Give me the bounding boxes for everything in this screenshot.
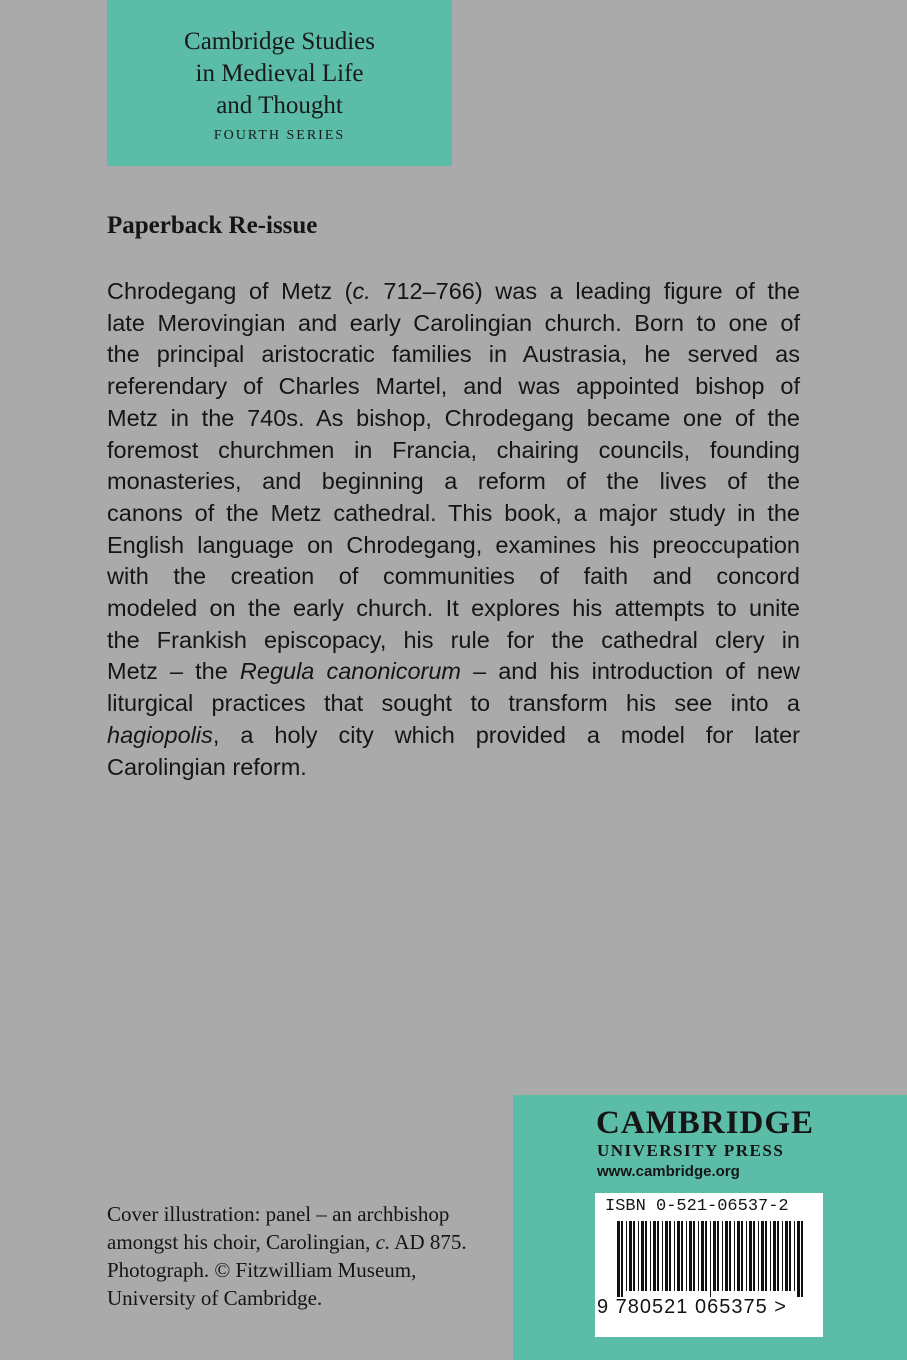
barcode-number: 9 780521 065375 > [597, 1296, 787, 1318]
barcode-bar [713, 1221, 716, 1291]
blurb-line: foremost churchmen in Francia, chairing councils, founding [107, 436, 800, 463]
barcode-bar [653, 1221, 656, 1291]
isbn-label: ISBN 0-521-06537-2 [605, 1197, 789, 1216]
barcode-bar [621, 1221, 623, 1297]
blurb-text-segment: Metz – the [107, 658, 240, 685]
blurb-line: Metz in the 740s. As bishop, Chrodegang became one of the [107, 404, 800, 431]
barcode-bar [801, 1221, 803, 1297]
barcode-bar [710, 1221, 711, 1297]
barcode-bar [650, 1221, 651, 1291]
blurb-text-segment: Chrodegang of Metz ( [107, 278, 353, 304]
barcode-bar [729, 1221, 731, 1291]
barcode-bar [641, 1221, 644, 1291]
barcode-bar [749, 1221, 752, 1291]
series-box [107, 0, 452, 166]
publisher-box [513, 1095, 907, 1360]
barcode-bar [701, 1221, 704, 1291]
barcode-bar [657, 1221, 659, 1291]
credit-italic: c. [375, 1230, 391, 1254]
blurb-line: the Frankish episcopacy, his rule for the cathedral clery in [107, 626, 800, 653]
barcode-graphic [603, 1221, 815, 1297]
barcode-bar [689, 1221, 692, 1291]
blurb-line [107, 720, 800, 752]
series-title [107, 26, 452, 122]
barcode-bar [629, 1221, 632, 1291]
blurb-text-segment: – and his introduction of new [461, 658, 800, 685]
blurb-line: canons of the Metz cathedral. This book, a major study in the [107, 499, 800, 526]
blurb-line: Carolingian reform. [107, 753, 307, 780]
barcode-bar [645, 1221, 647, 1291]
barcode-bar [633, 1221, 635, 1291]
credit-line2 [107, 1228, 517, 1256]
barcode-bar [794, 1221, 795, 1291]
publisher-url[interactable]: www.cambridge.org [597, 1163, 740, 1180]
cover-credit [107, 1200, 517, 1312]
barcode-bar [770, 1221, 771, 1291]
barcode-bar [686, 1221, 687, 1291]
barcode-bar [717, 1221, 719, 1291]
barcode-bar [681, 1221, 683, 1291]
series-title-line3: and Thought [216, 92, 343, 119]
barcode-bar [705, 1221, 707, 1291]
blurb-text-segment: 712–766) was a leading figure of the [370, 278, 800, 304]
section-heading: Paperback Re-issue [107, 212, 318, 239]
blurb-line [107, 656, 800, 688]
blurb-line: late Merovingian and early Carolingian church. Born to one of [107, 309, 800, 336]
blurb-line: modeled on the early church. It explores his attempts to unite [107, 595, 800, 622]
barcode-bar [741, 1221, 743, 1291]
barcode-bar [797, 1221, 800, 1297]
barcode-bar [698, 1221, 699, 1291]
barcode-bar [746, 1221, 747, 1291]
barcode-bar [753, 1221, 755, 1291]
barcode-bar [669, 1221, 671, 1291]
blurb-italic-segment: Regula canonicorum [239, 658, 461, 685]
barcode-bar [785, 1221, 788, 1291]
credit-line4: University of Cambridge. [107, 1286, 323, 1310]
credit-text: AD 875. [390, 1230, 467, 1254]
barcode-bar [734, 1221, 735, 1291]
blurb-text [107, 276, 800, 783]
series-title-line2: in Medieval Life [195, 60, 364, 87]
barcode-bar [677, 1221, 680, 1291]
barcode-panel [595, 1193, 823, 1337]
blurb-italic-segment: hagiopolis [107, 721, 213, 748]
barcode-bar [665, 1221, 668, 1291]
credit-line1: Cover illustration: panel – an archbishop [107, 1202, 450, 1226]
series-subtitle: FOURTH SERIES [213, 128, 346, 143]
blurb-line: English language on Chrodegang, examines his preoccupation [107, 531, 800, 558]
publisher-name: CAMBRIDGE [596, 1105, 815, 1141]
blurb-line [107, 276, 800, 308]
series-title-line1: Cambridge Studies [184, 28, 375, 55]
barcode-bar [638, 1221, 639, 1291]
barcode-bar [758, 1221, 759, 1291]
barcode-bar [674, 1221, 675, 1291]
blurb-line: the principal aristocratic families in Austrasia, he served as [107, 341, 800, 368]
barcode-bar [789, 1221, 791, 1291]
blurb-line: with the creation of communities of faith and concord [107, 563, 800, 590]
blurb-line: referendary of Charles Martel, and was appointed bishop of [107, 373, 800, 400]
barcode-bar [626, 1221, 627, 1291]
publisher-subname: UNIVERSITY PRESS [597, 1141, 785, 1160]
barcode-bar [761, 1221, 764, 1291]
barcode-bar [765, 1221, 767, 1291]
barcode-bar [777, 1221, 779, 1291]
barcode-bar [773, 1221, 776, 1291]
blurb-italic-segment: c. [352, 278, 371, 304]
barcode-bar [725, 1221, 728, 1291]
blurb-line: liturgical practices that sought to transform his see into a [107, 690, 800, 717]
blurb-text-segment: , a holy city which provided a model for later [212, 721, 800, 748]
credit-line3: Photograph. © Fitzwilliam Museum, [107, 1258, 417, 1282]
blurb-line: monasteries, and beginning a reform of the lives of the [107, 468, 800, 495]
credit-text: amongst his choir, Carolingian, [107, 1230, 376, 1254]
barcode-bar [782, 1221, 783, 1291]
barcode-bar [693, 1221, 695, 1291]
barcode-bar [722, 1221, 723, 1291]
barcode-bar [662, 1221, 663, 1291]
barcode-bar [737, 1221, 740, 1291]
barcode-bar [617, 1221, 620, 1297]
